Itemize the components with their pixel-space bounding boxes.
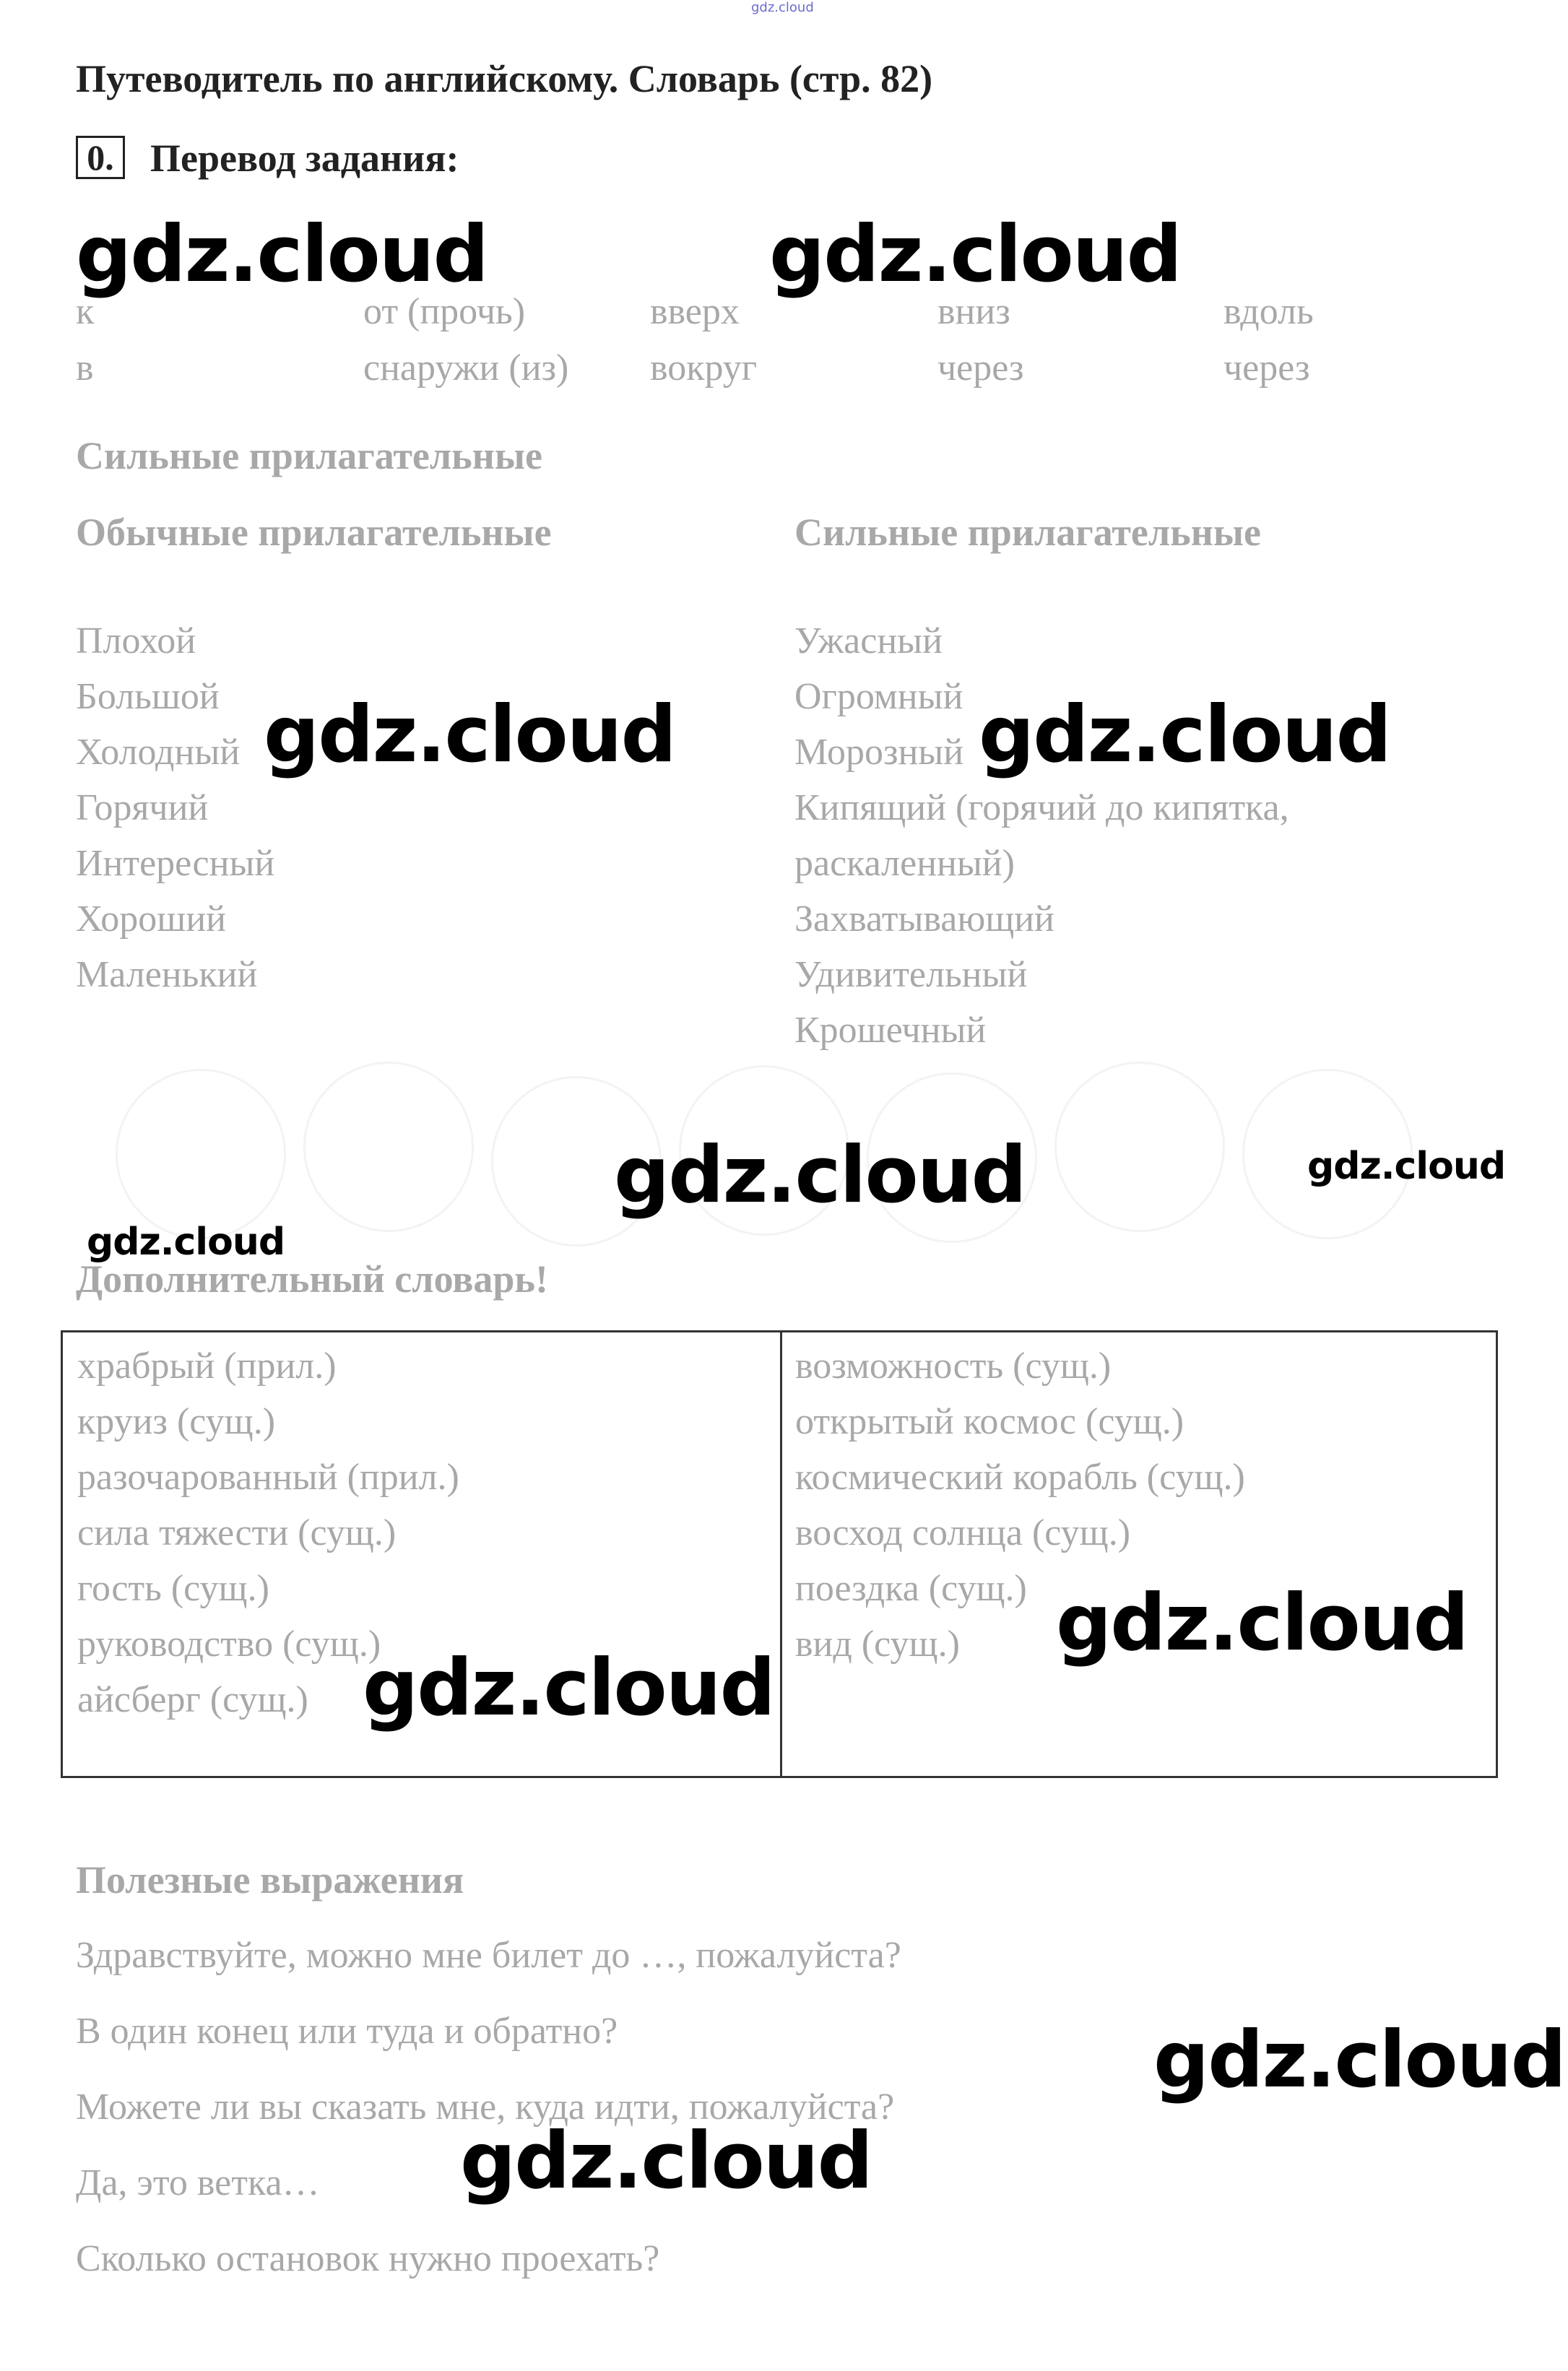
vocab-item: поездка (сущ.): [795, 1568, 1027, 1609]
vocab-item: открытый космос (сущ.): [795, 1401, 1184, 1442]
strong-adjectives-heading: Сильные прилагательные: [794, 511, 1261, 554]
preposition-cell: вверх: [650, 291, 740, 332]
ordinary-adjective: Горячий: [76, 787, 209, 828]
vocab-item: разочарованный (прил.): [77, 1457, 459, 1498]
preposition-cell: снаружи (из): [363, 347, 569, 389]
strong-adjective: Кипящий (горячий до кипятка,: [794, 787, 1289, 828]
useful-phrases-heading: Полезные выражения: [76, 1858, 464, 1902]
watermark: gdz.cloud: [87, 1221, 285, 1264]
strong-adjective: Морозный: [794, 732, 964, 773]
watermark: gdz.cloud: [76, 209, 488, 300]
vocab-item: круиз (сущ.): [77, 1401, 276, 1442]
section-heading-strong-adjectives: Сильные прилагательные: [76, 434, 542, 477]
strong-adjective: Удивительный: [794, 954, 1028, 995]
vocab-item: восход солнца (сущ.): [795, 1512, 1131, 1553]
ordinary-adjective: Маленький: [76, 954, 258, 995]
preposition-cell: вдоль: [1223, 291, 1314, 332]
watermark: gdz.cloud: [1056, 1578, 1468, 1668]
vocab-item: возможность (сущ.): [795, 1345, 1112, 1387]
ordinary-adjective: Хороший: [76, 898, 226, 940]
watermark: gdz.cloud: [460, 2116, 872, 2206]
page-title: Путеводитель по английскому. Словарь (стр. 82): [76, 57, 933, 100]
watermark: gdz.cloud: [614, 1130, 1026, 1221]
strong-adjective: Крошечный: [794, 1010, 987, 1051]
vocab-item: сила тяжести (сущ.): [77, 1512, 397, 1553]
task-number-box: 0.: [76, 136, 125, 179]
useful-phrase: Сколько остановок нужно проехать?: [76, 2238, 660, 2279]
useful-phrase: Здравствуйте, можно мне билет до …, пожалуйста?: [76, 1935, 901, 1976]
ordinary-adjective: Большой: [76, 676, 220, 717]
ordinary-adjective: Холодный: [76, 732, 241, 773]
ordinary-adjective: Интересный: [76, 843, 275, 884]
watermark: gdz.cloud: [363, 1643, 774, 1733]
vocab-item: космический корабль (сущ.): [795, 1457, 1245, 1498]
strong-adjective: Захватывающий: [794, 898, 1054, 940]
useful-phrase: Можете ли вы сказать мне, куда идти, пожалуйста?: [76, 2086, 895, 2128]
ordinary-adjective: Плохой: [76, 620, 196, 662]
preposition-cell: вниз: [937, 291, 1010, 332]
watermark: gdz.cloud: [979, 690, 1390, 780]
useful-phrase: В один конец или туда и обратно?: [76, 2011, 618, 2052]
vocab-item: руководство (сущ.): [77, 1624, 381, 1665]
useful-phrase: Да, это ветка…: [76, 2162, 320, 2203]
vocab-item: гость (сущ.): [77, 1568, 269, 1609]
vocab-item: айсберг (сущ.): [77, 1679, 308, 1720]
top-watermark-mark: gdz.cloud: [751, 0, 814, 15]
watermark: gdz.cloud: [1153, 2015, 1565, 2105]
preposition-cell: через: [1223, 347, 1310, 389]
strong-adjective: раскаленный): [794, 843, 1015, 884]
watermark: gdz.cloud: [1307, 1145, 1506, 1188]
table-divider: [780, 1332, 782, 1776]
vocab-item: вид (сущ.): [795, 1624, 960, 1665]
preposition-cell: к: [76, 291, 95, 332]
preposition-cell: вокруг: [650, 347, 758, 389]
preposition-cell: от (прочь): [363, 291, 526, 332]
watermark: gdz.cloud: [264, 690, 675, 780]
strong-adjective: Огромный: [794, 676, 963, 717]
task-label: Перевод задания:: [150, 136, 459, 180]
strong-adjective: Ужасный: [794, 620, 943, 662]
watermark: gdz.cloud: [769, 209, 1181, 300]
preposition-cell: через: [937, 347, 1024, 389]
vocab-item: храбрый (прил.): [77, 1345, 337, 1387]
extra-vocab-heading: Дополнительный словарь!: [76, 1257, 548, 1301]
ordinary-adjectives-heading: Обычные прилагательные: [76, 511, 552, 554]
extra-vocab-table: [61, 1330, 1498, 1778]
preposition-cell: в: [76, 347, 94, 389]
